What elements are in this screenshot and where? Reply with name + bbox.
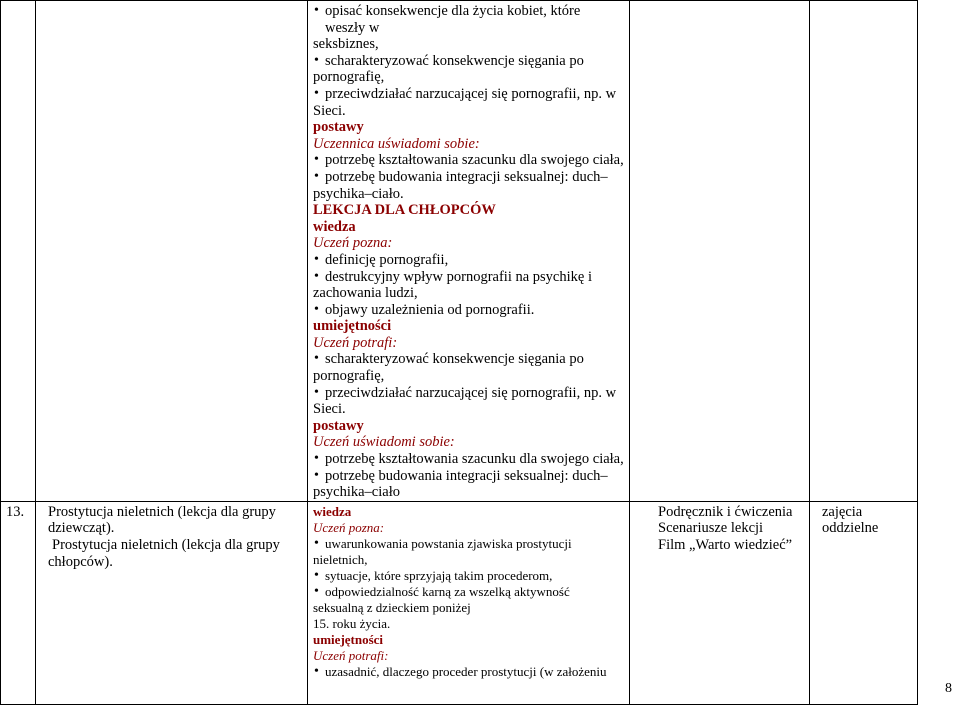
continuation-line: Sieci. [313,401,346,418]
bullet-item: • destrukcyjny wpływ pornografii na psychikę i [313,269,624,286]
section-heading: wiedza [313,218,356,235]
section-subheading: Uczeń uświadomi sobie: [313,434,455,451]
bullet-item: • przeciwdziałać narzucającej się pornografii, np. w [313,86,624,103]
bullet-item: • przeciwdziałać narzucającej się pornografii, np. w [313,385,624,402]
section-heading: postawy [313,119,364,136]
content-list [313,3,624,501]
section-subheading: Uczennica uświadomi sobie: [313,135,480,152]
content-list [313,504,624,680]
continuation-line: pornografię, [313,368,385,385]
materials-cell [630,501,810,704]
section-heading: LEKCJA DLA CHŁOPCÓW [313,202,496,219]
number-cell [1,501,36,704]
topic-line: dziewcząt). [48,520,115,537]
page-number: 8 [945,681,952,696]
bullet-item: • potrzebę budowania integracji seksualnej: duch– [313,169,624,186]
bullet-item: • scharakteryzować konsekwencje sięgania po [313,53,624,70]
form-cell [810,501,918,704]
section-heading: wiedza [313,503,352,519]
continuation-line: psychika–ciało [313,484,400,501]
section-heading: postawy [313,417,364,434]
section-subheading: Uczeń pozna: [313,235,393,252]
continuation-line: nieletnich, [313,551,368,567]
bullet-item: • odpowiedzialność karną za wszelką aktywność [313,584,624,600]
number-cell-empty [1,1,36,502]
topic-cell-empty [36,1,308,502]
form-line: zajęcia [822,503,863,520]
continuation-line: seksbiznes, [313,36,379,53]
continuation-line: 15. roku życia. [313,615,391,631]
table-row-13 [1,501,918,704]
continuation-line: pornografię, [313,69,385,86]
form-line: oddzielne [822,520,879,537]
bullet-item: • sytuacje, które sprzyjają takim procederom, [313,568,624,584]
topic-line: chłopców). [48,553,113,570]
bullet-item: • scharakteryzować konsekwencje sięgania po [313,351,624,368]
section-heading: umiejętności [313,318,392,335]
bullet-item: • opisać konsekwencje dla życia kobiet, które weszły w [313,3,624,36]
materials-line: Film „Warto wiedzieć” [658,537,793,553]
bullet-item: • uzasadnić, dlaczego proceder prostytucji (w założeniu [313,664,624,680]
section-subheading: Uczeń potrafi: [313,334,398,351]
bullet-item: • definicję pornografii, [313,252,624,269]
bullet-item: • uwarunkowania powstania zjawiska prostytucji [313,536,624,552]
table-row-continuation [1,1,918,502]
bullet-item: • objawy uzależnienia od pornografii. [313,302,624,319]
bullet-item: • potrzebę budowania integracji seksualnej: duch– [313,468,624,485]
content-cell [308,501,630,704]
continuation-line: seksualną z dzieckiem poniżej [313,599,471,615]
materials-line: Scenariusze lekcji [658,520,764,537]
materials-line: Podręcznik i ćwiczenia [658,503,793,520]
topic-line: Prostytucja nieletnich (lekcja dla grupy [52,537,280,553]
section-subheading: Uczeń pozna: [313,519,385,535]
topic-cell [36,501,308,704]
section-subheading: Uczeń potrafi: [313,647,389,663]
continuation-line: zachowania ludzi, [313,285,418,302]
row-number: 13. [6,503,25,520]
continuation-line: Sieci. [313,102,346,119]
bullet-item: • potrzebę kształtowania szacunku dla swojego ciała, [313,152,624,169]
form-cell-empty [810,1,918,502]
continuation-line: psychika–ciało. [313,185,404,202]
topic-line: Prostytucja nieletnich (lekcja dla grupy [48,503,276,520]
materials-cell-empty [630,1,810,502]
section-heading: umiejętności [313,631,384,647]
content-cell-top [308,1,630,502]
bullet-item: • potrzebę kształtowania szacunku dla swojego ciała, [313,451,624,468]
